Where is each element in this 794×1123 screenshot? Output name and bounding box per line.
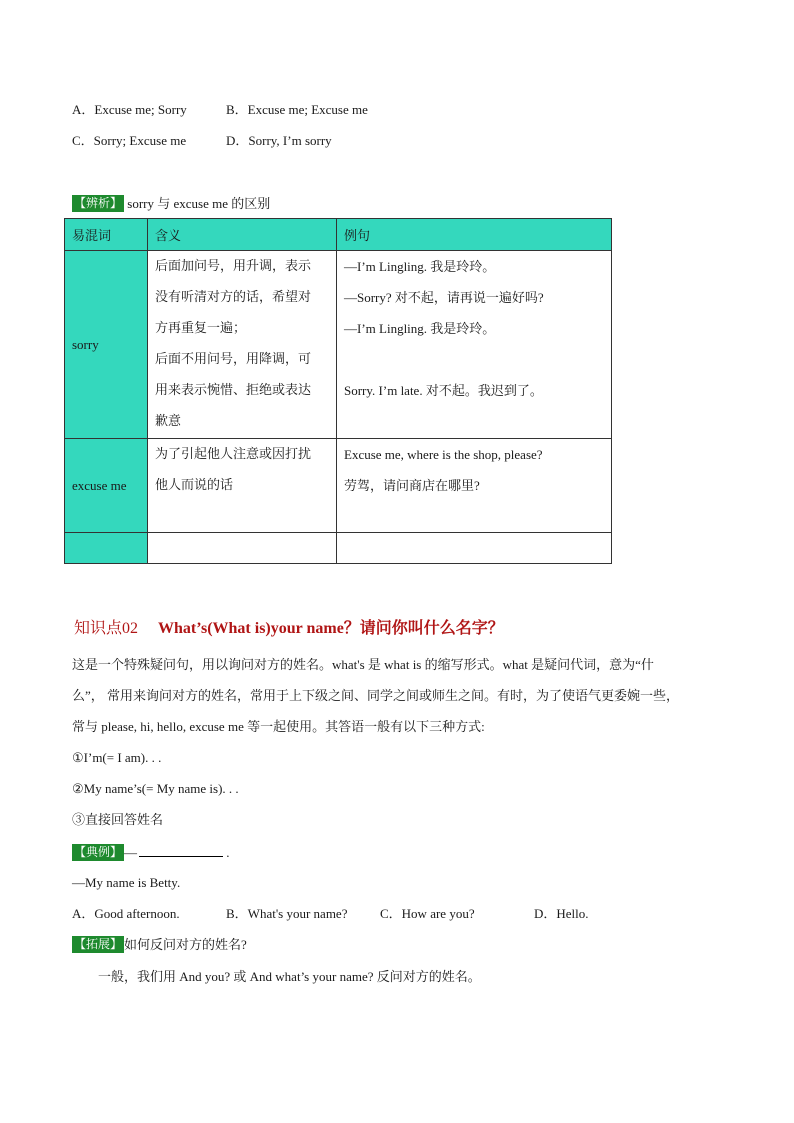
meaning-line: 方再重复一遍； <box>155 321 247 336</box>
table-row <box>65 439 612 533</box>
example-question: 【典例】 — . <box>74 845 230 860</box>
example-line: —Sorry? 对不起，请再说一遍好吗? <box>344 290 544 305</box>
option-a: A．Excuse me; Sorry <box>72 102 187 117</box>
example-option-c: C．How are you? <box>380 906 475 921</box>
analysis-title: sorry 与 excuse me 的区别 <box>127 196 271 211</box>
body-line: ①I’m(= I am). . . <box>72 750 162 765</box>
row-word: excuse me <box>65 439 148 533</box>
row-meaning <box>148 533 337 564</box>
body-line: 常与 please, hi, hello, excuse me 等一起使用。其答语一般有以下三种方式: <box>72 719 485 734</box>
header-meaning: 含义 <box>148 219 337 251</box>
extension-heading <box>72 936 247 954</box>
option-c: C．Sorry; Excuse me <box>72 133 187 148</box>
row-meaning <box>148 251 337 439</box>
section-number: 知识点02 <box>74 620 139 637</box>
meaning-line: 歉意 <box>155 414 182 429</box>
table-header-row <box>65 219 612 251</box>
example-line: Excuse me, where is the shop, please? <box>344 447 543 462</box>
extension-answer: 一般，我们用 And you? 或 And what’s your name? 反问对方的姓名。 <box>98 969 481 984</box>
meaning-line: 后面不用问号，用降调，可 <box>155 352 312 367</box>
row-word <box>65 533 148 564</box>
meaning-line: 后面加问号，用升调，表示 <box>155 259 312 274</box>
header-example: 例句 <box>337 219 612 251</box>
row-examples <box>337 439 612 533</box>
analysis-tag: 【辨析】 <box>74 196 123 210</box>
analysis-heading <box>72 195 270 213</box>
meaning-line: 没有听清对方的话，希望对 <box>155 290 312 305</box>
example-option-b: B．What's your name? <box>226 906 348 921</box>
body-text <box>72 649 732 835</box>
example-line: —I’m Lingling. 我是玲玲。 <box>344 321 496 336</box>
extension-question: 如何反问对方的姓名? <box>124 937 247 952</box>
body-line: ③直接回答姓名 <box>72 812 164 827</box>
header-word: 易混词 <box>65 219 148 251</box>
row-examples <box>337 251 612 439</box>
comparison-table <box>64 218 612 564</box>
row-meaning <box>148 439 337 533</box>
table-row <box>65 533 612 564</box>
example-line: 劳驾，请问商店在哪里? <box>344 478 480 493</box>
meaning-line: 为了引起他人注意或因打扰 <box>155 447 312 462</box>
body-line: 这是一个特殊疑问句，用以询问对方的姓名。what's 是 what is 的缩写形式。what 是疑问代词，意为“什 <box>72 657 654 672</box>
meaning-line: 用来表示惋惜、拒绝或表达 <box>155 383 312 398</box>
example-line: Sorry. I’m late. 对不起。我迟到了。 <box>344 383 543 398</box>
row-examples <box>337 533 612 564</box>
example-tag: 【典例】 <box>74 845 123 859</box>
body-line: ②My name’s(= My name is). . . <box>72 781 239 796</box>
example-line <box>344 344 604 375</box>
option-d: D．Sorry, I’m sorry <box>226 133 332 148</box>
section-title: What’s(What is)your name？请问你叫什么名字？ <box>158 620 504 637</box>
row-word: sorry <box>65 251 148 439</box>
example-line: —I’m Lingling. 我是玲玲。 <box>344 259 496 274</box>
meaning-line: 他人而说的话 <box>155 478 234 493</box>
example-answer-line: —My name is Betty. <box>72 875 181 890</box>
example-option-d: D．Hello. <box>534 906 589 921</box>
example-option-a: A．Good afternoon. <box>72 906 180 921</box>
body-line: 么”， 常用来询问对方的姓名，常用于上下级之间、同学之间或师生之间。有时，为了使语气更委婉一些， <box>72 688 680 703</box>
extension-tag: 【拓展】 <box>74 937 123 951</box>
section-heading <box>74 618 504 640</box>
option-b: B．Excuse me; Excuse me <box>226 102 368 117</box>
example-prompt: — <box>124 845 138 860</box>
answer-blank <box>139 844 223 857</box>
table-row <box>65 251 612 439</box>
